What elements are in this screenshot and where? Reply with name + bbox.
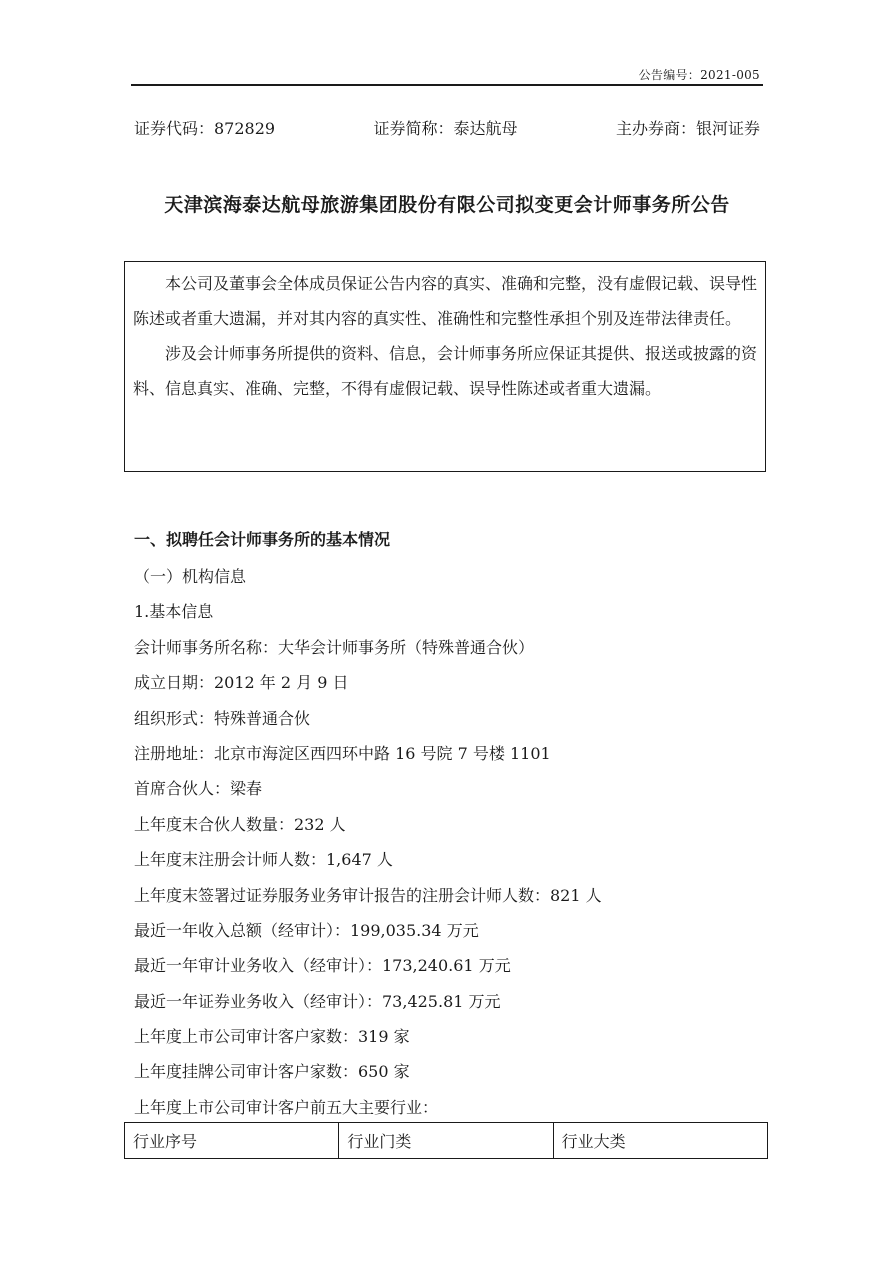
announcement-number: 公告编号：2021-005 [638,68,760,82]
industry-table [124,1122,768,1159]
info-line: 1.基本信息 [134,602,214,622]
info-line: 上年度上市公司审计客户家数：319 家 [134,1027,410,1047]
document-title: 天津滨海泰达航母旅游集团股份有限公司拟变更会计师事务所公告 [164,194,730,216]
disclaimer-paragraph-1: 本公司及董事会全体成员保证公告内容的真实、准确和完整，没有虚假记载、误导性陈述或者重大遗漏，并对其内容的真实性、准确性和完整性承担个别及连带法律责任。 [133,274,758,328]
info-line: 上年度上市公司审计客户前五大主要行业： [134,1097,439,1117]
securities-info-row [134,116,760,139]
info-line: （一）机构信息 [134,567,247,586]
securities-short-name: 证券简称：泰达航母 [373,119,518,138]
info-line: 注册地址：北京市海淀区西四环中路 16 号院 7 号楼 1101 [134,743,551,763]
header-divider [131,84,763,86]
info-line: 会计师事务所名称：大华会计师事务所（特殊普通合伙） [134,637,535,657]
section-heading: 一、拟聘任会计师事务所的基本情况 [134,530,391,549]
disclaimer-box [124,261,766,472]
disclaimer-paragraph-2: 涉及会计师事务所提供的资料、信息，会计师事务所应保证其提供、报送或披露的资料、信息真实、准确、完整，不得有虚假记载、误导性陈述或者重大遗漏。 [133,344,758,398]
sponsor-broker: 主办券商：银河证券 [615,119,760,138]
basic-info-list [134,559,764,1125]
info-line: 上年度挂牌公司审计客户家数：650 家 [134,1062,410,1082]
header-industry-major-class: 行业大类 [553,1123,767,1159]
info-line: 成立日期：2012 年 2 月 9 日 [134,673,349,693]
info-line: 最近一年收入总额（经审计）：199,035.34 万元 [134,920,479,940]
info-line: 最近一年证券业务收入（经审计）：73,425.81 万元 [134,991,501,1011]
header-industry-category: 行业门类 [339,1123,553,1159]
info-line: 最近一年审计业务收入（经审计）：173,240.61 万元 [134,956,511,976]
securities-code: 证券代码：872829 [134,119,276,138]
info-line: 上年度末合伙人数量：232 人 [134,814,346,834]
info-line: 上年度末注册会计师人数：1,647 人 [134,850,393,870]
info-line: 首席合伙人：梁春 [134,779,263,799]
table-header-row [125,1123,768,1159]
info-line: 上年度末签署过证券服务业务审计报告的注册会计师人数：821 人 [134,885,602,905]
header-industry-no: 行业序号 [125,1123,339,1159]
info-line: 组织形式：特殊普通合伙 [134,708,311,728]
